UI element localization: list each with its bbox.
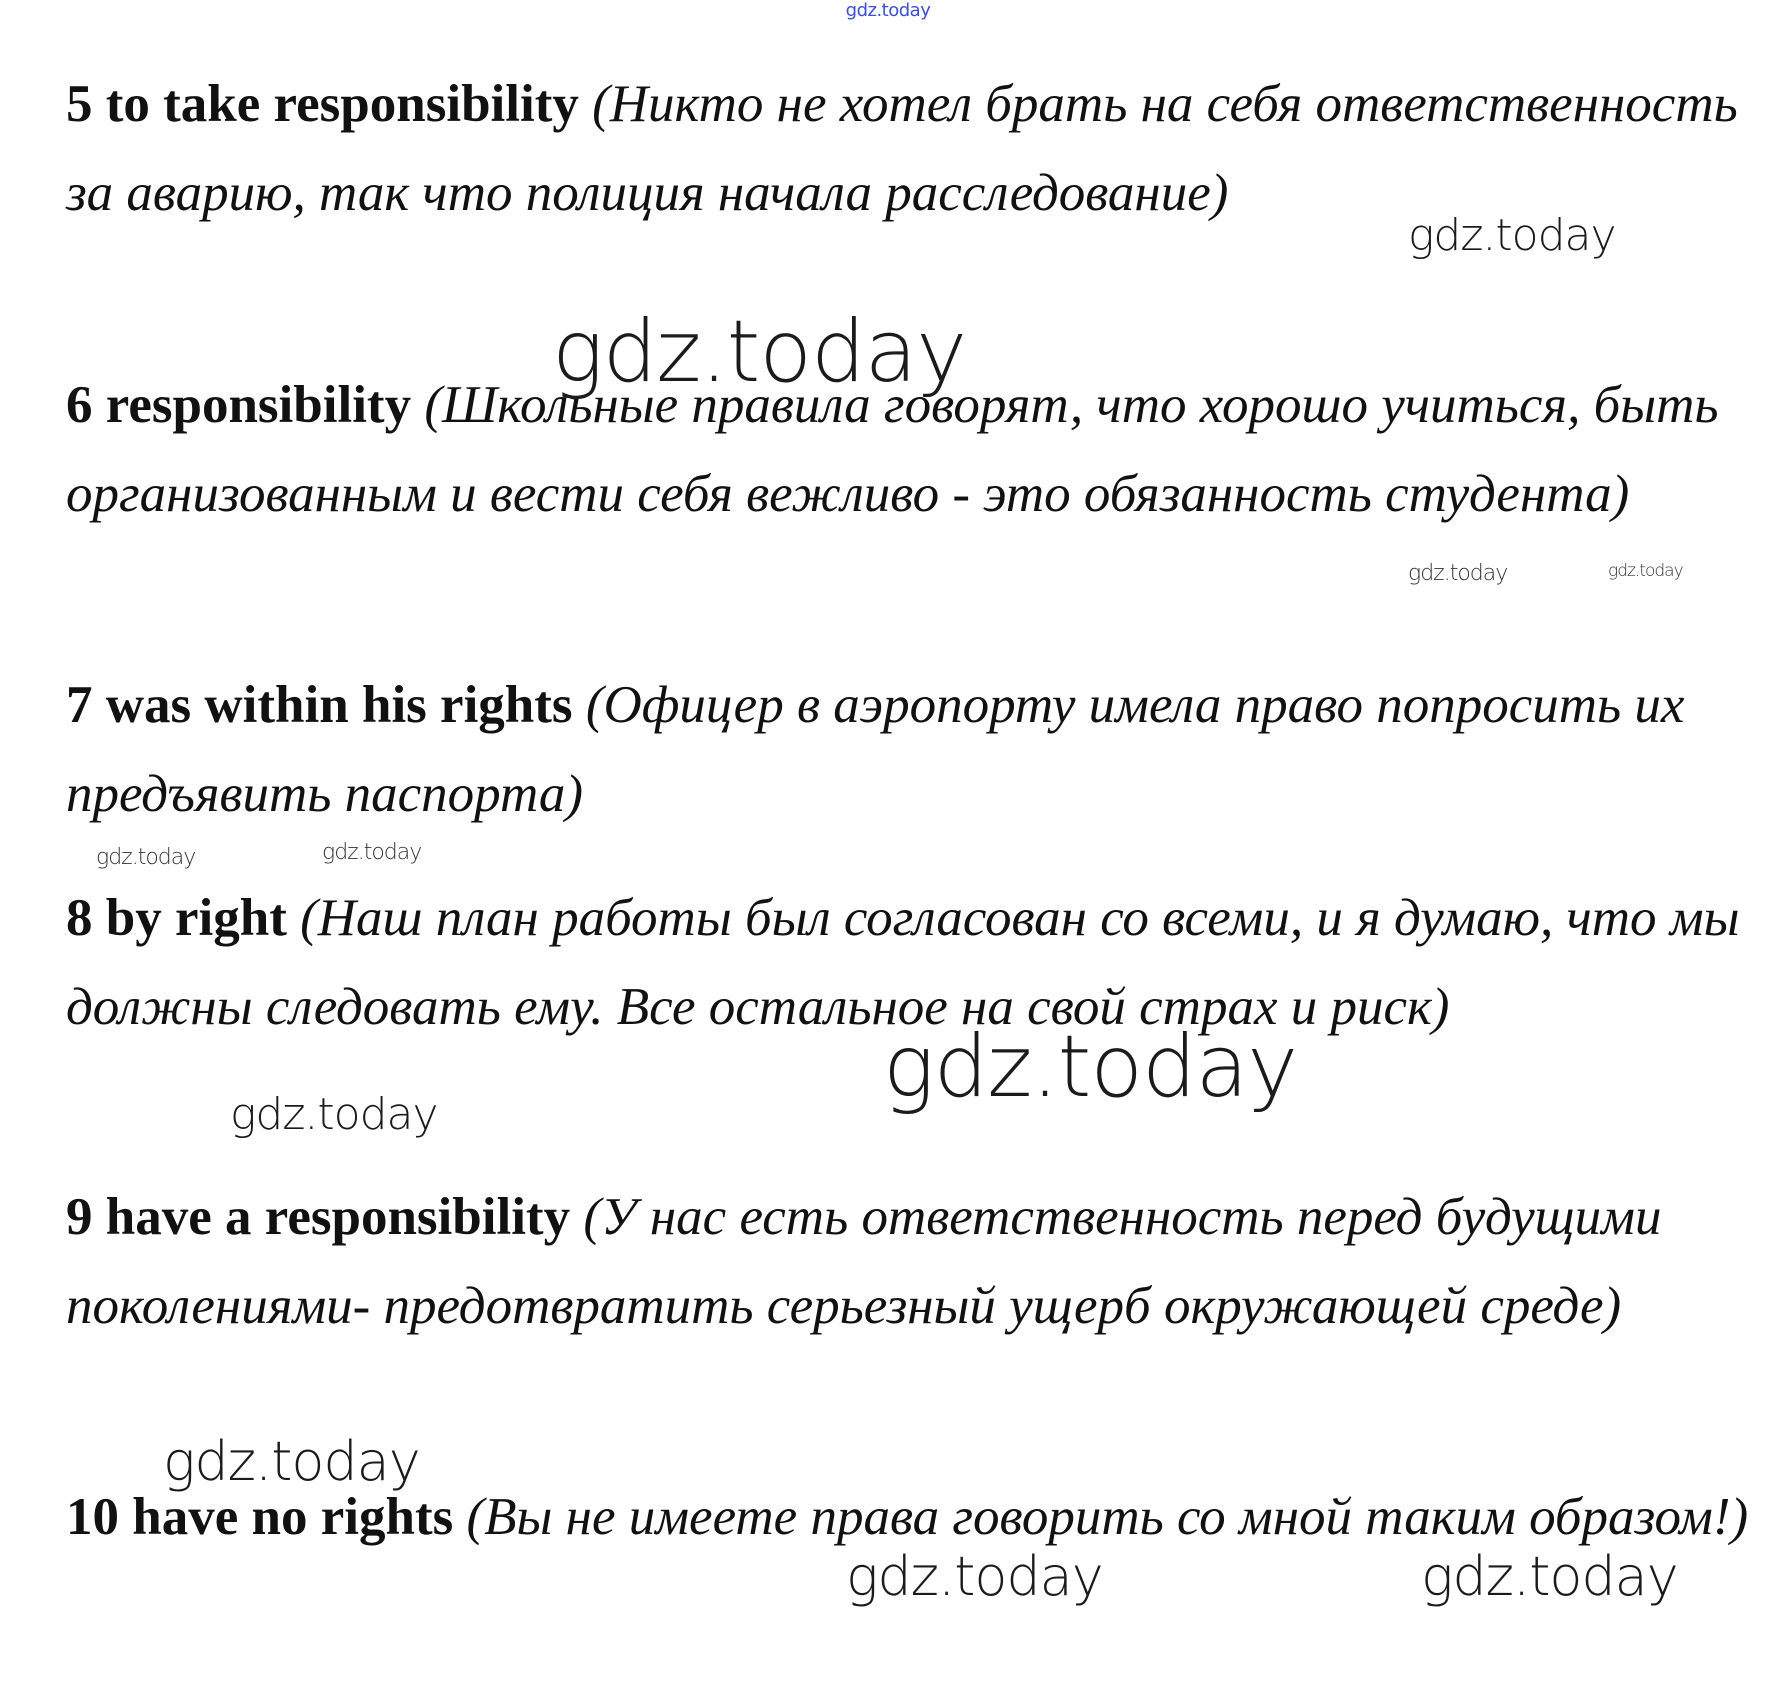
watermark: gdz.today — [1408, 561, 1508, 586]
watermark: gdz.today — [230, 1089, 438, 1140]
watermark: gdz.today — [883, 1017, 1298, 1117]
entry-translation: (Наш план работы был согласован со всеми, и я думаю, что мы должны следовать ему. Все остальное на свой страх и риск) — [66, 889, 1740, 1036]
watermark: gdz.today — [846, 1545, 1103, 1608]
entry-translation: (Вы не имеете права говорить со мной таким образом!) — [466, 1488, 1749, 1546]
entry-term: 10 have no rights — [66, 1488, 454, 1546]
entry-term: 7 was within his rights — [66, 676, 573, 734]
entry-term: 8 by right — [66, 889, 287, 947]
watermark: gdz.today — [1608, 561, 1683, 581]
watermark: gdz.today — [163, 1430, 420, 1493]
watermark: gdz.today — [322, 840, 422, 865]
entry-translation: (Школьные правила говорят, что хорошо учиться, быть организованным и вести себя вежливо - это обязанность студента) — [66, 376, 1719, 523]
watermark: gdz.today — [552, 302, 967, 402]
watermark: gdz.today — [1408, 210, 1616, 261]
entry-9 — [66, 1173, 1756, 1351]
entry-translation: (Офицер в аэропорту имела право попросить их предъявить паспорта) — [66, 676, 1685, 823]
entry-term: 5 to take responsibility — [66, 75, 579, 133]
entry-term: 9 have a responsibility — [66, 1188, 571, 1246]
entry-7 — [66, 661, 1756, 839]
entry-term: 6 responsibility — [66, 376, 412, 434]
watermark: gdz.today — [1421, 1545, 1678, 1608]
entry-translation: (У нас есть ответственность перед будущими поколениями- предотвратить серьезный ущерб окружающей среде) — [66, 1188, 1662, 1335]
watermark: gdz.today — [96, 845, 196, 870]
top-watermark: gdz.today — [845, 0, 931, 21]
entry-translation: (Никто не хотел брать на себя ответственность за аварию, так что полиция начала расследование) — [66, 75, 1738, 222]
